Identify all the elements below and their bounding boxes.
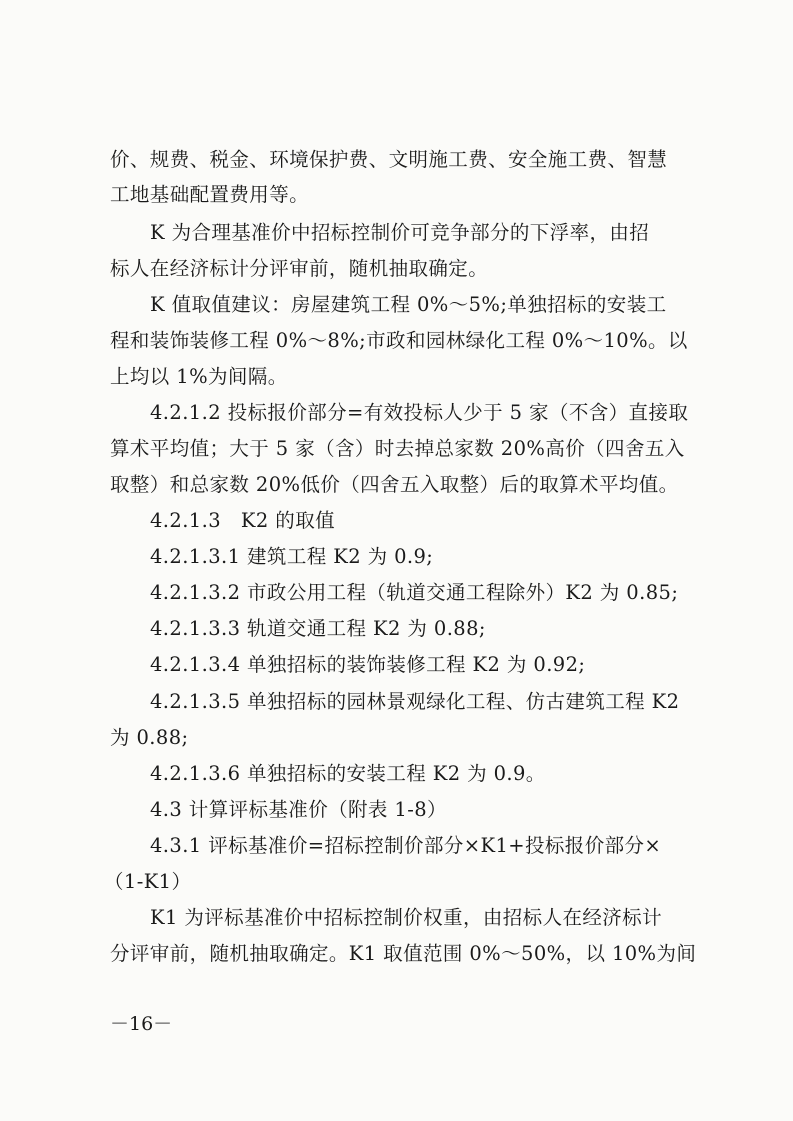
body-text-line: 取整）和总家数 20%低价（四舍五入取整）后的取算术平均值。 bbox=[110, 473, 679, 496]
body-text-line: 分评审前，随机抽取确定。K1 取值范围 0%～50%，以 10%为间 bbox=[110, 942, 697, 965]
body-text-line: K 为合理基准价中招标控制价可竞争部分的下浮率，由招 bbox=[150, 221, 650, 244]
body-text-line: 上均以 1%为间隔。 bbox=[110, 365, 288, 388]
body-text-line: 4.2.1.3.4 单独招标的装饰装修工程 K2 为 0.92; bbox=[150, 653, 586, 676]
body-text-line: 工地基础配置费用等。 bbox=[110, 183, 310, 206]
body-text-line: 4.2.1.3.1 建筑工程 K2 为 0.9; bbox=[150, 545, 434, 568]
body-text-line: K 值取值建议：房屋建筑工程 0%～5%;单独招标的安装工 bbox=[150, 293, 667, 316]
body-text-line: 程和装饰装修工程 0%～8%;市政和园林绿化工程 0%～10%。以 bbox=[110, 329, 688, 352]
body-text-line: 4.2.1.3.3 轨道交通工程 K2 为 0.88; bbox=[150, 617, 486, 640]
body-text-line: 算术平均值；大于 5 家（含）时去掉总家数 20%高价（四舍五入 bbox=[110, 437, 685, 460]
body-text-line: （1-K1） bbox=[104, 870, 192, 893]
body-text-line: 标人在经济标计分评审前，随机抽取确定。 bbox=[110, 257, 489, 280]
body-text-line: 4.2.1.3.2 市政公用工程（轨道交通工程除外）K2 为 0.85; bbox=[150, 581, 679, 604]
section-heading: 4.2.1.3 K2 的取值 bbox=[150, 509, 335, 532]
body-text-line: K1 为评标基准价中招标控制价权重，由招标人在经济标计 bbox=[150, 906, 662, 929]
body-text-line: 4.3.1 评标基准价=招标控制价部分×K1+投标报价部分× bbox=[150, 834, 662, 857]
body-text-line: 4.2.1.3.6 单独招标的安装工程 K2 为 0.9。 bbox=[150, 762, 546, 785]
body-text-line: 为 0.88; bbox=[110, 726, 189, 749]
body-text-line: 4.2.1.3.5 单独招标的园林景观绿化工程、仿古建筑工程 K2 bbox=[150, 690, 680, 713]
page-number: －16－ bbox=[110, 1013, 173, 1035]
body-text-line: 价、规费、税金、环境保护费、文明施工费、安全施工费、智慧 bbox=[110, 148, 668, 171]
body-text-line: 4.2.1.2 投标报价部分=有效投标人少于 5 家（不含）直接取 bbox=[150, 401, 689, 424]
section-heading: 4.3 计算评标基准价（附表 1-8） bbox=[150, 798, 447, 821]
